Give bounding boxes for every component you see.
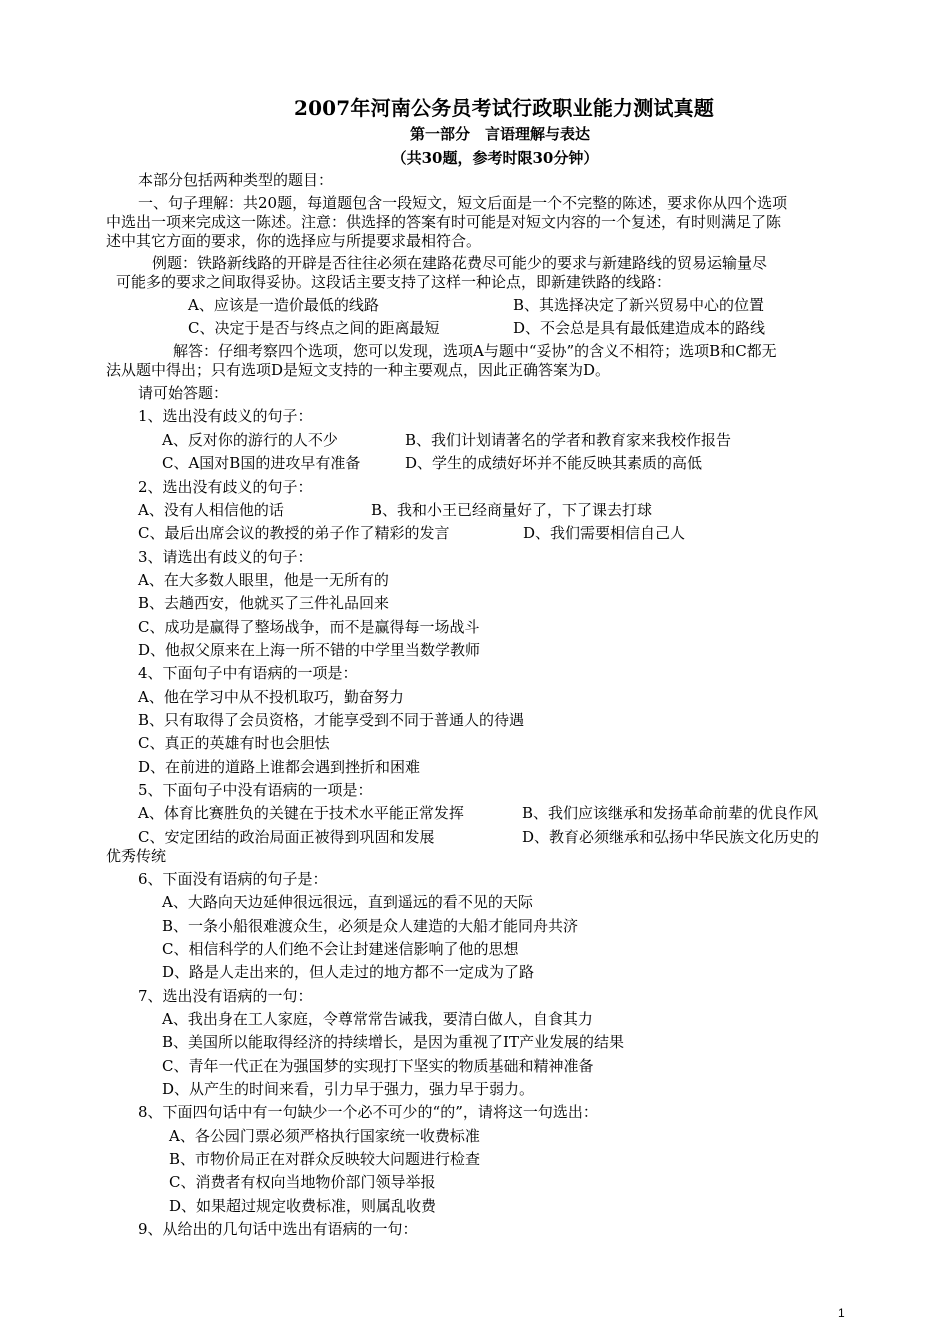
question-option: C、最后出席会议的教授的弟子作了精彩的发言: [138, 524, 450, 542]
instruction-line: 述中其它方面的要求，你的选择应与所提要求最相符合。: [106, 232, 482, 250]
instruction-line: 一、句子理解：共20题，每道题包含一段短文，短文后面是一个不完整的陈述，要求你从四个选项: [138, 194, 788, 212]
part-heading: 第一部分 言语理解与表达: [409, 125, 590, 143]
page-title: 2007年河南公务员考试行政职业能力测试真题: [293, 96, 715, 120]
question-stem: 3、请选出有歧义的句子：: [138, 548, 313, 566]
question-option: A、他在学习中从不投机取巧，勤奋努力: [138, 688, 404, 706]
question-option: C、相信科学的人们绝不会让封建迷信影响了他的思想: [162, 940, 519, 958]
question-option: B、我们计划请著名的学者和教育家来我校作报告: [405, 431, 732, 449]
question-option: C、青年一代正在为强国梦的实现打下坚实的物质基础和精神准备: [162, 1057, 594, 1075]
question-option-continuation: 优秀传统: [106, 847, 167, 865]
answer-line: 解答：仔细考察四个选项，您可以发现，选项A与题中“妥协”的含义不相符；选项B和C都无: [173, 342, 777, 360]
question-option: B、一条小船很难渡众生，必须是众人建造的大船才能同舟共济: [162, 917, 579, 935]
intro-text: 本部分包括两种类型的题目：: [138, 171, 334, 189]
question-option: D、我们需要相信自己人: [523, 524, 686, 542]
question-option: A、我出身在工人家庭，令尊常常告诫我，要清白做人，自食其力: [162, 1010, 593, 1028]
question-option: A、没有人相信他的话: [138, 501, 284, 519]
question-option: B、去趟西安，他就买了三件礼品回来: [138, 594, 390, 612]
question-stem: 1、选出没有歧义的句子：: [138, 407, 313, 425]
instruction-line: 中选出一项来完成这一陈述。注意：供选择的答案有时可能是对短文内容的一个复述，有时则满足了陈: [106, 213, 782, 231]
question-option: D、路是人走出来的，但人走过的地方都不一定成为了路: [162, 963, 535, 981]
question-option: D、从产生的时间来看，引力早于强力，强力早于弱力。: [162, 1080, 535, 1098]
example-option: C、决定于是否与终点之间的距离最短: [188, 319, 440, 337]
example-option: D、不会总是具有最低建造成本的路线: [513, 319, 766, 337]
question-option: B、我和小王已经商量好了，下了课去打球: [371, 501, 653, 519]
answer-line: 法从题中得出；只有选项D是短文支持的一种主要观点，因此正确答案为D。: [106, 361, 611, 379]
question-option: D、学生的成绩好坏并不能反映其素质的高低: [405, 454, 703, 472]
question-stem: 4、下面句子中有语病的一项是：: [138, 664, 358, 682]
question-option: A、反对你的游行的人不少: [162, 431, 338, 449]
question-option: D、他叔父原来在上海一所不错的中学里当数学教师: [138, 641, 481, 659]
page-number: 1: [838, 1306, 845, 1320]
example-option: B、其选择决定了新兴贸易中心的位置: [513, 296, 765, 314]
question-option: C、安定团结的政治局面正被得到巩固和发展: [138, 828, 435, 846]
question-option: C、消费者有权向当地物价部门领导举报: [169, 1173, 436, 1191]
question-option: B、只有取得了会员资格，才能享受到不同于普通人的待遇: [138, 711, 525, 729]
question-stem: 5、下面句子中没有语病的一项是：: [138, 781, 373, 799]
question-option: D、在前进的道路上谁都会遇到挫折和困难: [138, 758, 421, 776]
question-option: B、我们应该继承和发扬革命前辈的优良作风: [522, 804, 819, 822]
question-option: A、各公园门票必须严格执行国家统一收费标准: [169, 1127, 480, 1145]
example-line: 例题：铁路新线路的开辟是否往往必须在建路花费尽可能少的要求与新建路线的贸易运输量尽: [152, 254, 768, 272]
question-option: C、成功是赢得了整场战争，而不是赢得每一场战斗: [138, 618, 480, 636]
question-option: C、真正的英雄有时也会胆怯: [138, 734, 330, 752]
example-line: 可能多的要求之间取得妥协。这段话主要支持了这样一种论点，即新建铁路的线路：: [116, 273, 672, 291]
question-option: A、在大多数人眼里，他是一无所有的: [138, 571, 389, 589]
example-option: A、应该是一造价最低的线路: [188, 296, 379, 314]
question-option: B、市物价局正在对群众反映较大问题进行检查: [169, 1150, 481, 1168]
question-option: B、美国所以能取得经济的持续增长，是因为重视了IT产业发展的结果: [162, 1033, 624, 1051]
question-option: D、如果超过规定收费标准，则属乱收费: [169, 1197, 437, 1215]
question-stem: 7、选出没有语病的一句：: [138, 987, 313, 1005]
question-option: C、A国对B国的进攻早有准备: [162, 454, 361, 472]
start-prompt: 请可始答题：: [138, 384, 229, 402]
question-option: A、体育比赛胜负的关键在于技术水平能正常发挥: [138, 804, 464, 822]
question-stem: 2、选出没有歧义的句子：: [138, 478, 313, 496]
question-stem: 6、下面没有语病的句子是：: [138, 870, 328, 888]
part-note: （共30题，参考时限30分钟）: [391, 149, 599, 167]
question-option: A、大路向天边延伸很远很远，直到遥远的看不见的天际: [162, 893, 533, 911]
question-stem: 9、从给出的几句话中选出有语病的一句：: [138, 1220, 418, 1238]
question-stem: 8、下面四句话中有一句缺少一个必不可少的“的”，请将这一句选出：: [138, 1103, 598, 1121]
question-option: D、教育必须继承和弘扬中华民族文化历史的: [522, 828, 820, 846]
